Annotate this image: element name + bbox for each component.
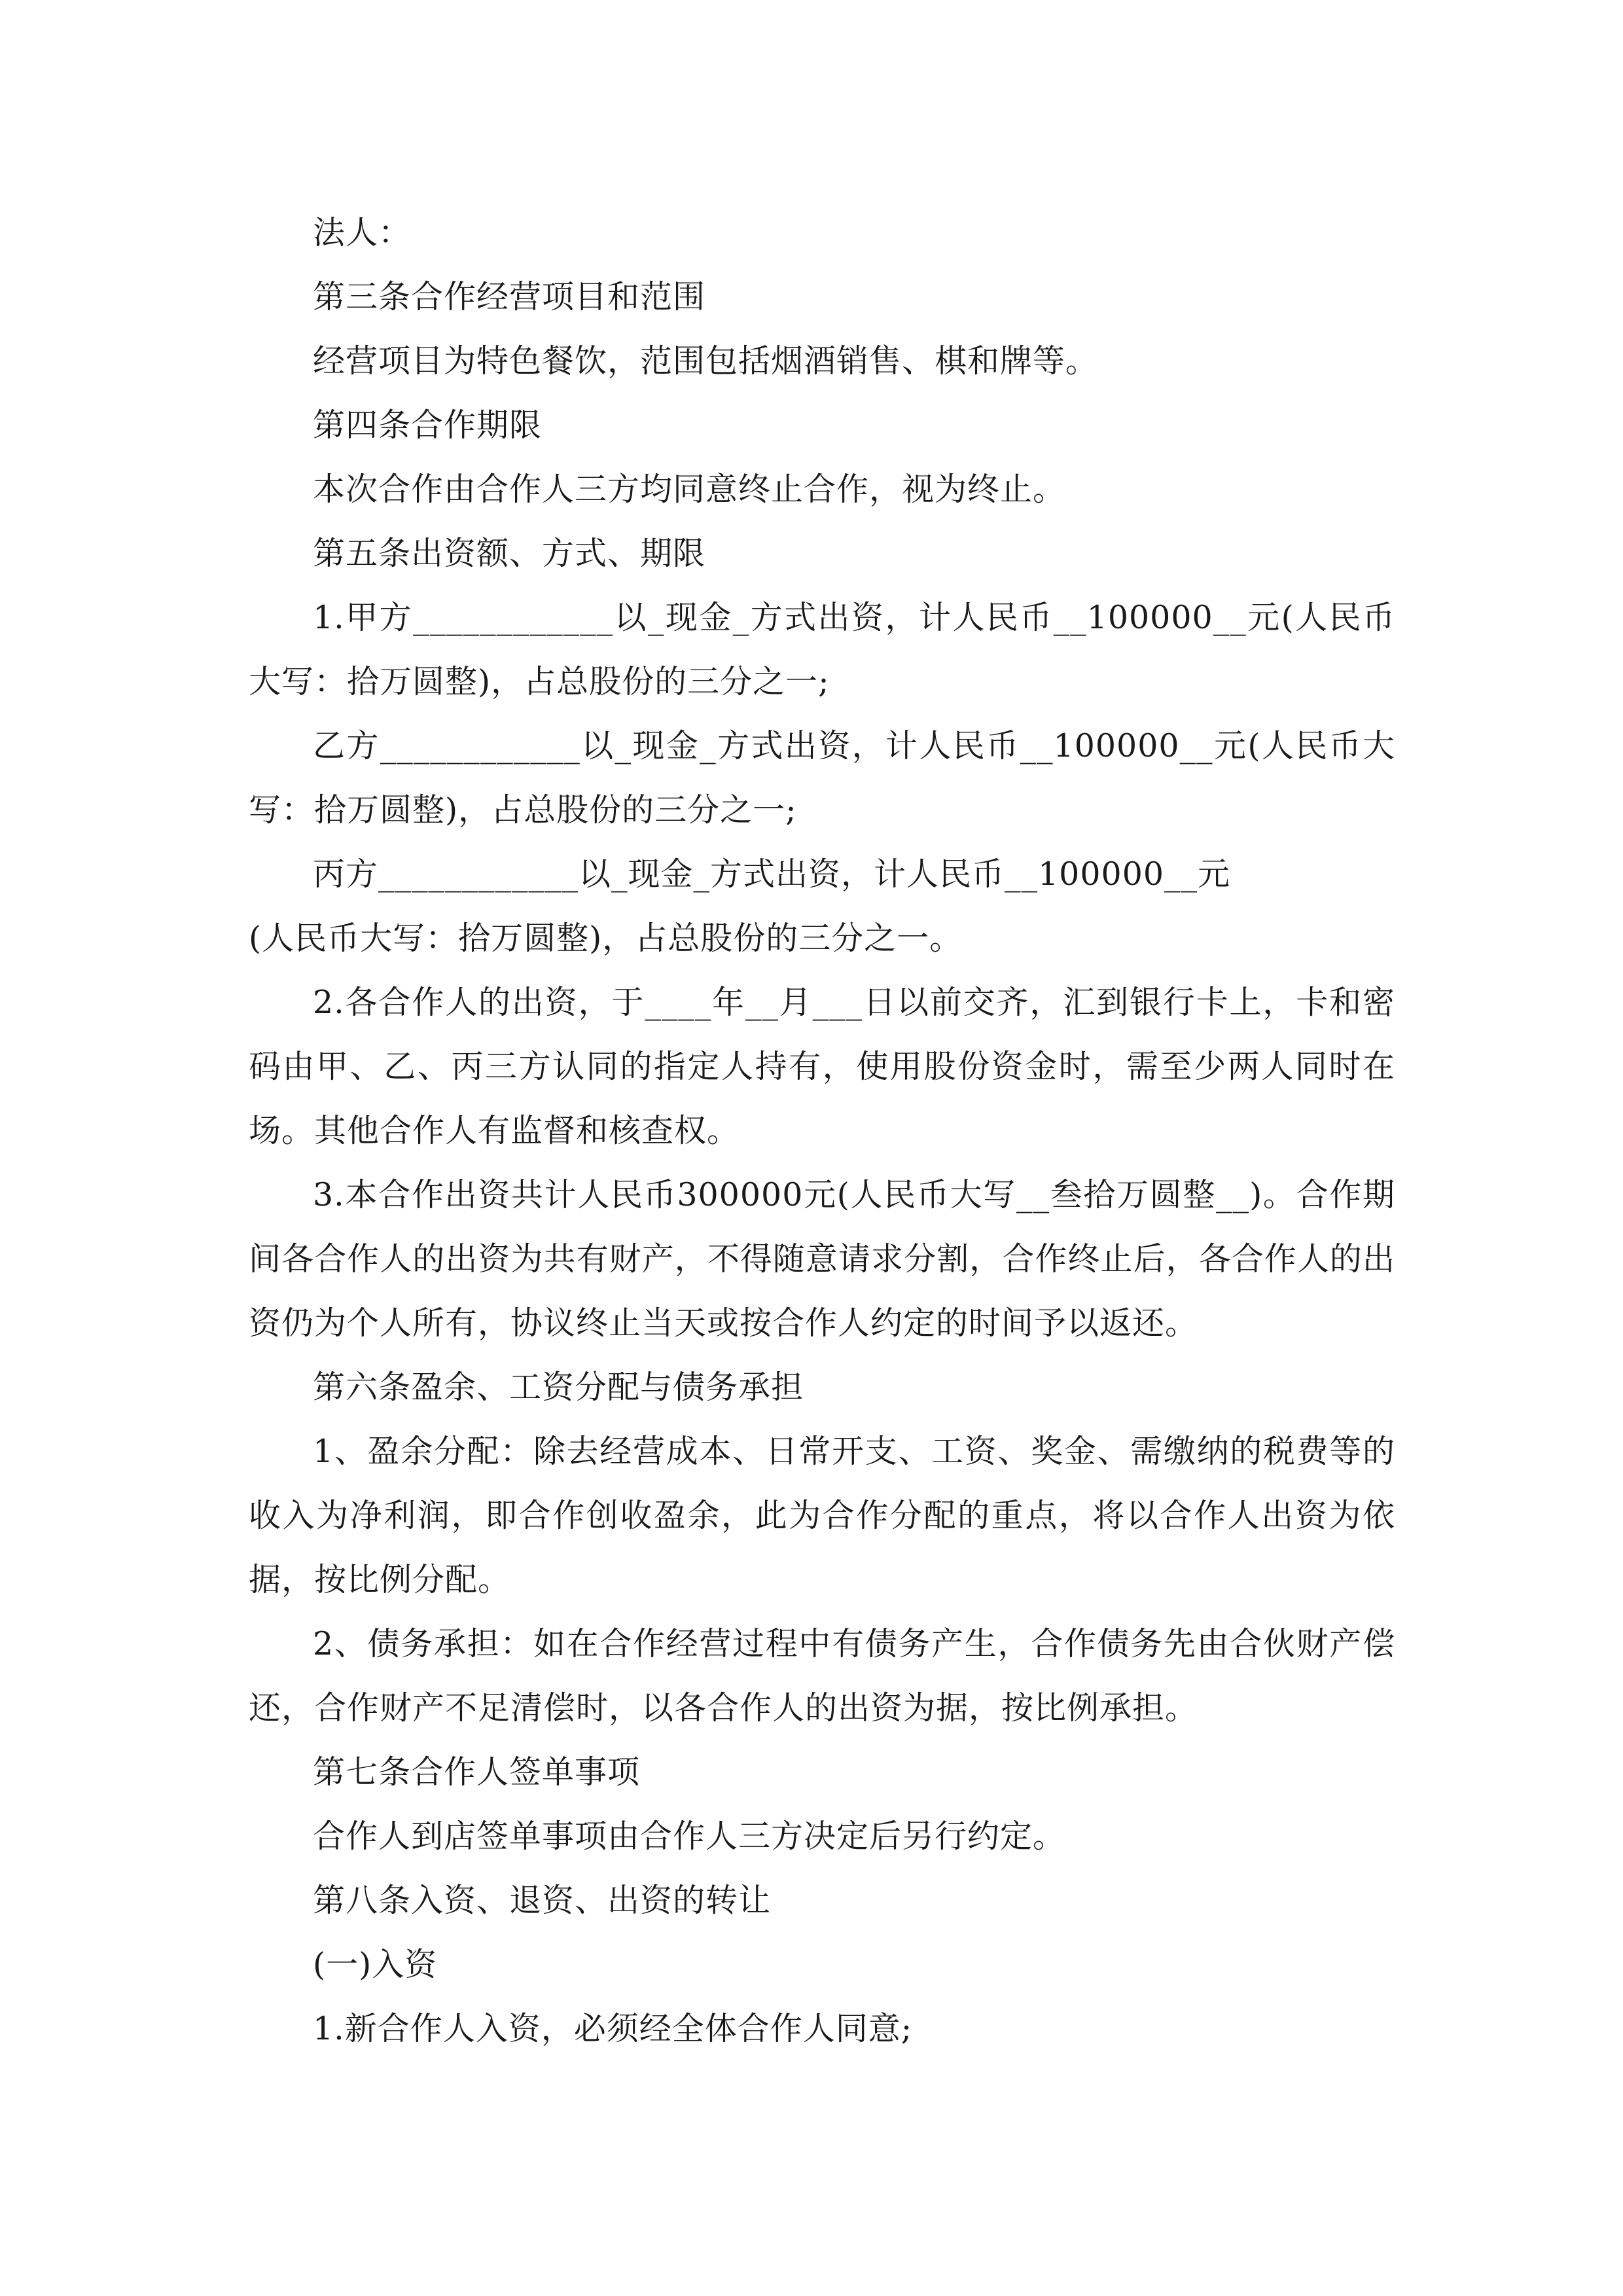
paragraph-term: 本次合作由合作人三方均同意终止合作，视为终止。 <box>313 471 1066 508</box>
paragraph-legal-person: 法人： <box>313 214 412 251</box>
paragraph-total-capital: 3.本合作出资共计人民币300000元(人民币大写__叁拾万圆整__)。合作期间各合作人的出资为共有财产，不得随意请求分割，合作终止后，各合作人的出资仍为个人所有，协议终止当天或按合作人约定的时间予以返还。 <box>249 1176 1395 1342</box>
paragraph-business-scope: 经营项目为特色餐饮，范围包括烟酒销售、棋和牌等。 <box>313 342 1099 380</box>
paragraph-new-partner: 1.新合作人入资，必须经全体合作人同意; <box>313 2010 913 2047</box>
paragraph-party-c-amount: (人民币大写：拾万圆整)，占总股份的三分之一。 <box>249 920 963 957</box>
paragraph-profit-distribution: 1、盈余分配：除去经营成本、日常开支、工资、奖金、需缴纳的税费等的收入为净利润，即合作创收盈余，此为合作分配的重点，将以合作人出资为依据，按比例分配。 <box>249 1433 1395 1598</box>
paragraph-party-a-contribution: 1.甲方____________以_现金_方式出资，计人民币__100000__元(人民币大写：拾万圆整)，占总股份的三分之一; <box>249 599 1395 700</box>
heading-article-7: 第七条合作人签单事项 <box>313 1753 641 1791</box>
heading-article-3: 第三条合作经营项目和范围 <box>313 278 706 315</box>
paragraph-payment-deadline: 2.各合作人的出资，于____年__月___日以前交齐，汇到银行卡上，卡和密码由甲、乙、丙三方认同的指定人持有，使用股份资金时，需至少两人同时在场。其他合作人有监督和核查权。 <box>249 984 1395 1149</box>
heading-article-4: 第四条合作期限 <box>313 406 543 444</box>
paragraph-party-b-contribution: 乙方____________以_现金_方式出资，计人民币__100000__元(人民币大写：拾万圆整)，占总股份的三分之一; <box>249 727 1395 829</box>
heading-article-8: 第八条入资、退资、出资的转让 <box>313 1882 772 1919</box>
paragraph-debt-liability: 2、债务承担：如在合作经营过程中有债务产生，合作债务先由合伙财产偿还，合作财产不足清偿时，以各合作人的出资为据，按比例承担。 <box>249 1625 1395 1727</box>
heading-article-6: 第六条盈余、工资分配与债务承担 <box>313 1369 804 1406</box>
heading-capital-entry: (一)入资 <box>313 1946 438 1983</box>
paragraph-signing-matters: 合作人到店签单事项由合作人三方决定后另行约定。 <box>313 1818 1066 1855</box>
heading-article-5: 第五条出资额、方式、期限 <box>313 535 706 572</box>
document-body <box>249 201 1395 2061</box>
paragraph-party-c-contribution: 丙方____________以_现金_方式出资，计人民币__100000__元 <box>313 855 1231 893</box>
